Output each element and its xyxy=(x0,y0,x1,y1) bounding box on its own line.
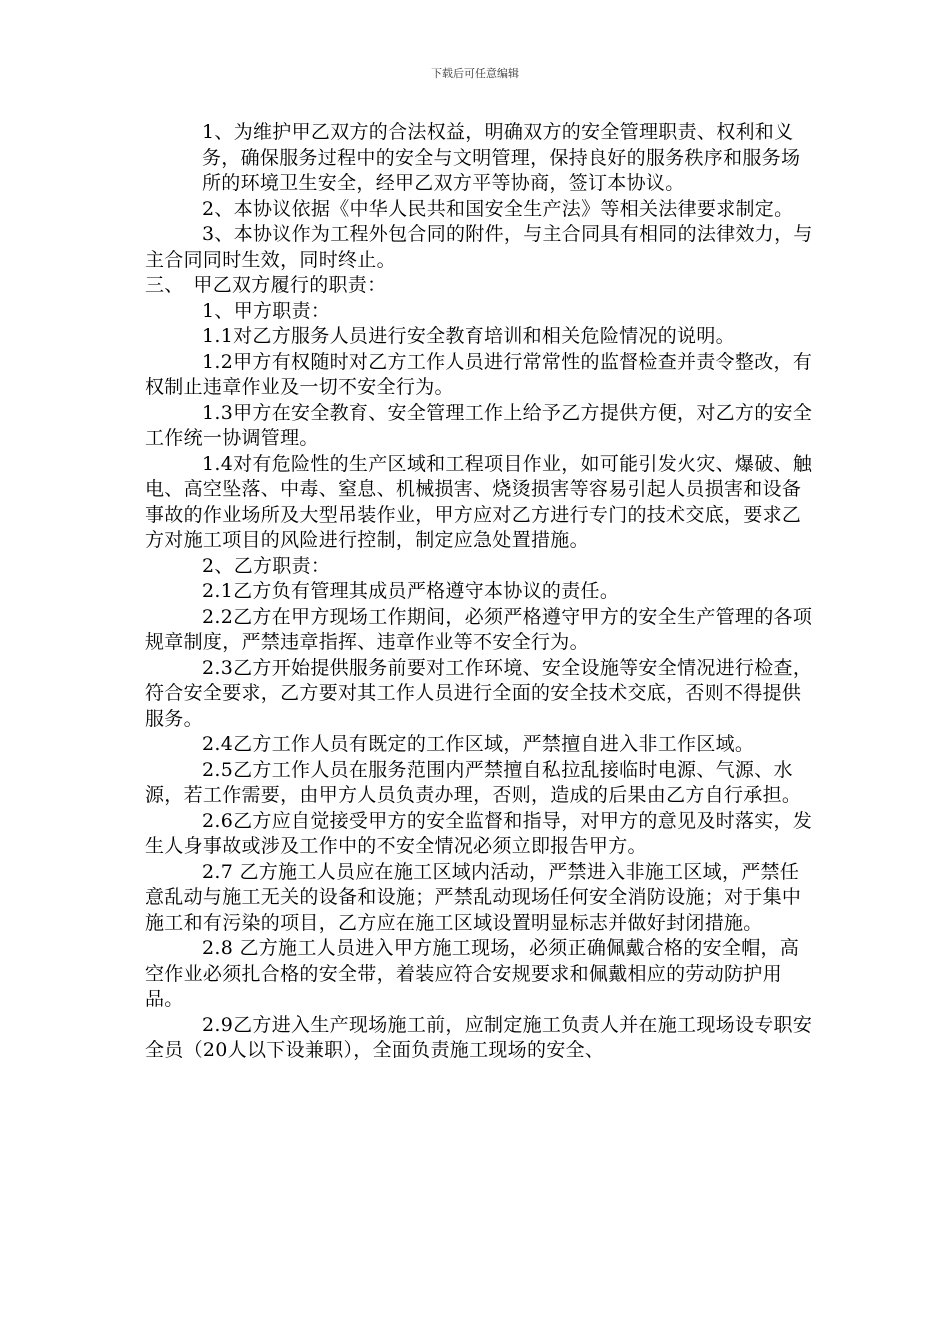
clause-2-5: 2.5乙方工作人员在服务范围内严禁擅自私拉乱接临时电源、气源、水源，若工作需要，由甲方人员负责办理，否则，造成的后果由乙方自行承担。 xyxy=(145,758,802,806)
clause-2-7: 2.7 乙方施工人员应在施工区域内活动，严禁进入非施工区域，严禁任意乱动与施工无关的设备和设施；严禁乱动现场任何安全消防设施；对于集中施工和有污染的项目，乙方应在施工区域设置明显标志并做好封闭措施。 xyxy=(145,860,802,934)
party-b-duties-heading: 2、乙方职责： xyxy=(202,554,331,577)
party-a-duties-heading: 1、甲方职责： xyxy=(202,299,331,322)
clause-1-4: 1.4对有危险性的生产区域和工程项目作业，如可能引发火灾、爆破、触电、高空坠落、中毒、窒息、机械损害、烧烫损害等容易引起人员损害和设备事故的作业场所及大型吊装作业，甲方应对乙方进行专门的技术交底，要求乙方对施工项目的风险进行控制，制定应急处置措施。 xyxy=(145,452,813,551)
page-header: 下载后可任意编辑 xyxy=(431,67,519,80)
section-heading-3: 三、 甲乙双方履行的职责： xyxy=(145,274,387,296)
clause-2-9: 2.9乙方进入生产现场施工前，应制定施工负责人并在施工现场设专职安全员（20人以下设兼职），全面负责施工现场的安全、 xyxy=(145,1013,813,1061)
clause-2-1: 2.1乙方负有管理其成员严格遵守本协议的责任。 xyxy=(202,580,620,602)
clause-2-6: 2.6乙方应自觉接受甲方的安全监督和指导，对甲方的意见及时落实，发生人身事故或涉及工作中的不安全情况必须立即报告甲方。 xyxy=(145,809,813,857)
clause-2: 2、本协议依据《中华人民共和国安全生产法》等相关法律要求制定。 xyxy=(202,197,794,220)
clause-1-2: 1.2甲方有权随时对乙方工作人员进行常常性的监督检查并责令整改，有权制止违章作业及一切不安全行为。 xyxy=(145,350,813,398)
clause-2-3: 2.3乙方开始提供服务前要对工作环境、安全设施等安全情况进行检查，符合安全要求，乙方要对其工作人员进行全面的安全技术交底，否则不得提供服务。 xyxy=(145,656,813,730)
clause-1: 1、为维护甲乙双方的合法权益，明确双方的安全管理职责、权利和义务，确保服务过程中的安全与文明管理，保持良好的服务秩序和服务场所的环境卫生安全，经甲乙双方平等协商，签订本协议。 xyxy=(202,121,801,194)
clause-1-1: 1.1对乙方服务人员进行安全教育培训和相关危险情况的说明。 xyxy=(202,325,735,347)
clause-1-3: 1.3甲方在安全教育、安全管理工作上给予乙方提供方便，对乙方的安全工作统一协调管理。 xyxy=(145,401,813,449)
document-body xyxy=(145,120,815,1064)
clause-2-4: 2.4乙方工作人员有既定的工作区域，严禁擅自进入非工作区域。 xyxy=(202,733,755,755)
clause-2-8: 2.8 乙方施工人员进入甲方施工现场，必须正确佩戴合格的安全帽，高空作业必须扎合格的安全带，着装应符合安规要求和佩戴相应的劳动防护用品。 xyxy=(145,937,800,1010)
clause-2-2: 2.2乙方在甲方现场工作期间，必须严格遵守甲方的安全生产管理的各项规章制度，严禁违章指挥、违章作业等不安全行为。 xyxy=(145,605,813,653)
clause-3: 3、本协议作为工程外包合同的附件，与主合同具有相同的法律效力，与主合同同时生效，同时终止。 xyxy=(145,223,813,271)
